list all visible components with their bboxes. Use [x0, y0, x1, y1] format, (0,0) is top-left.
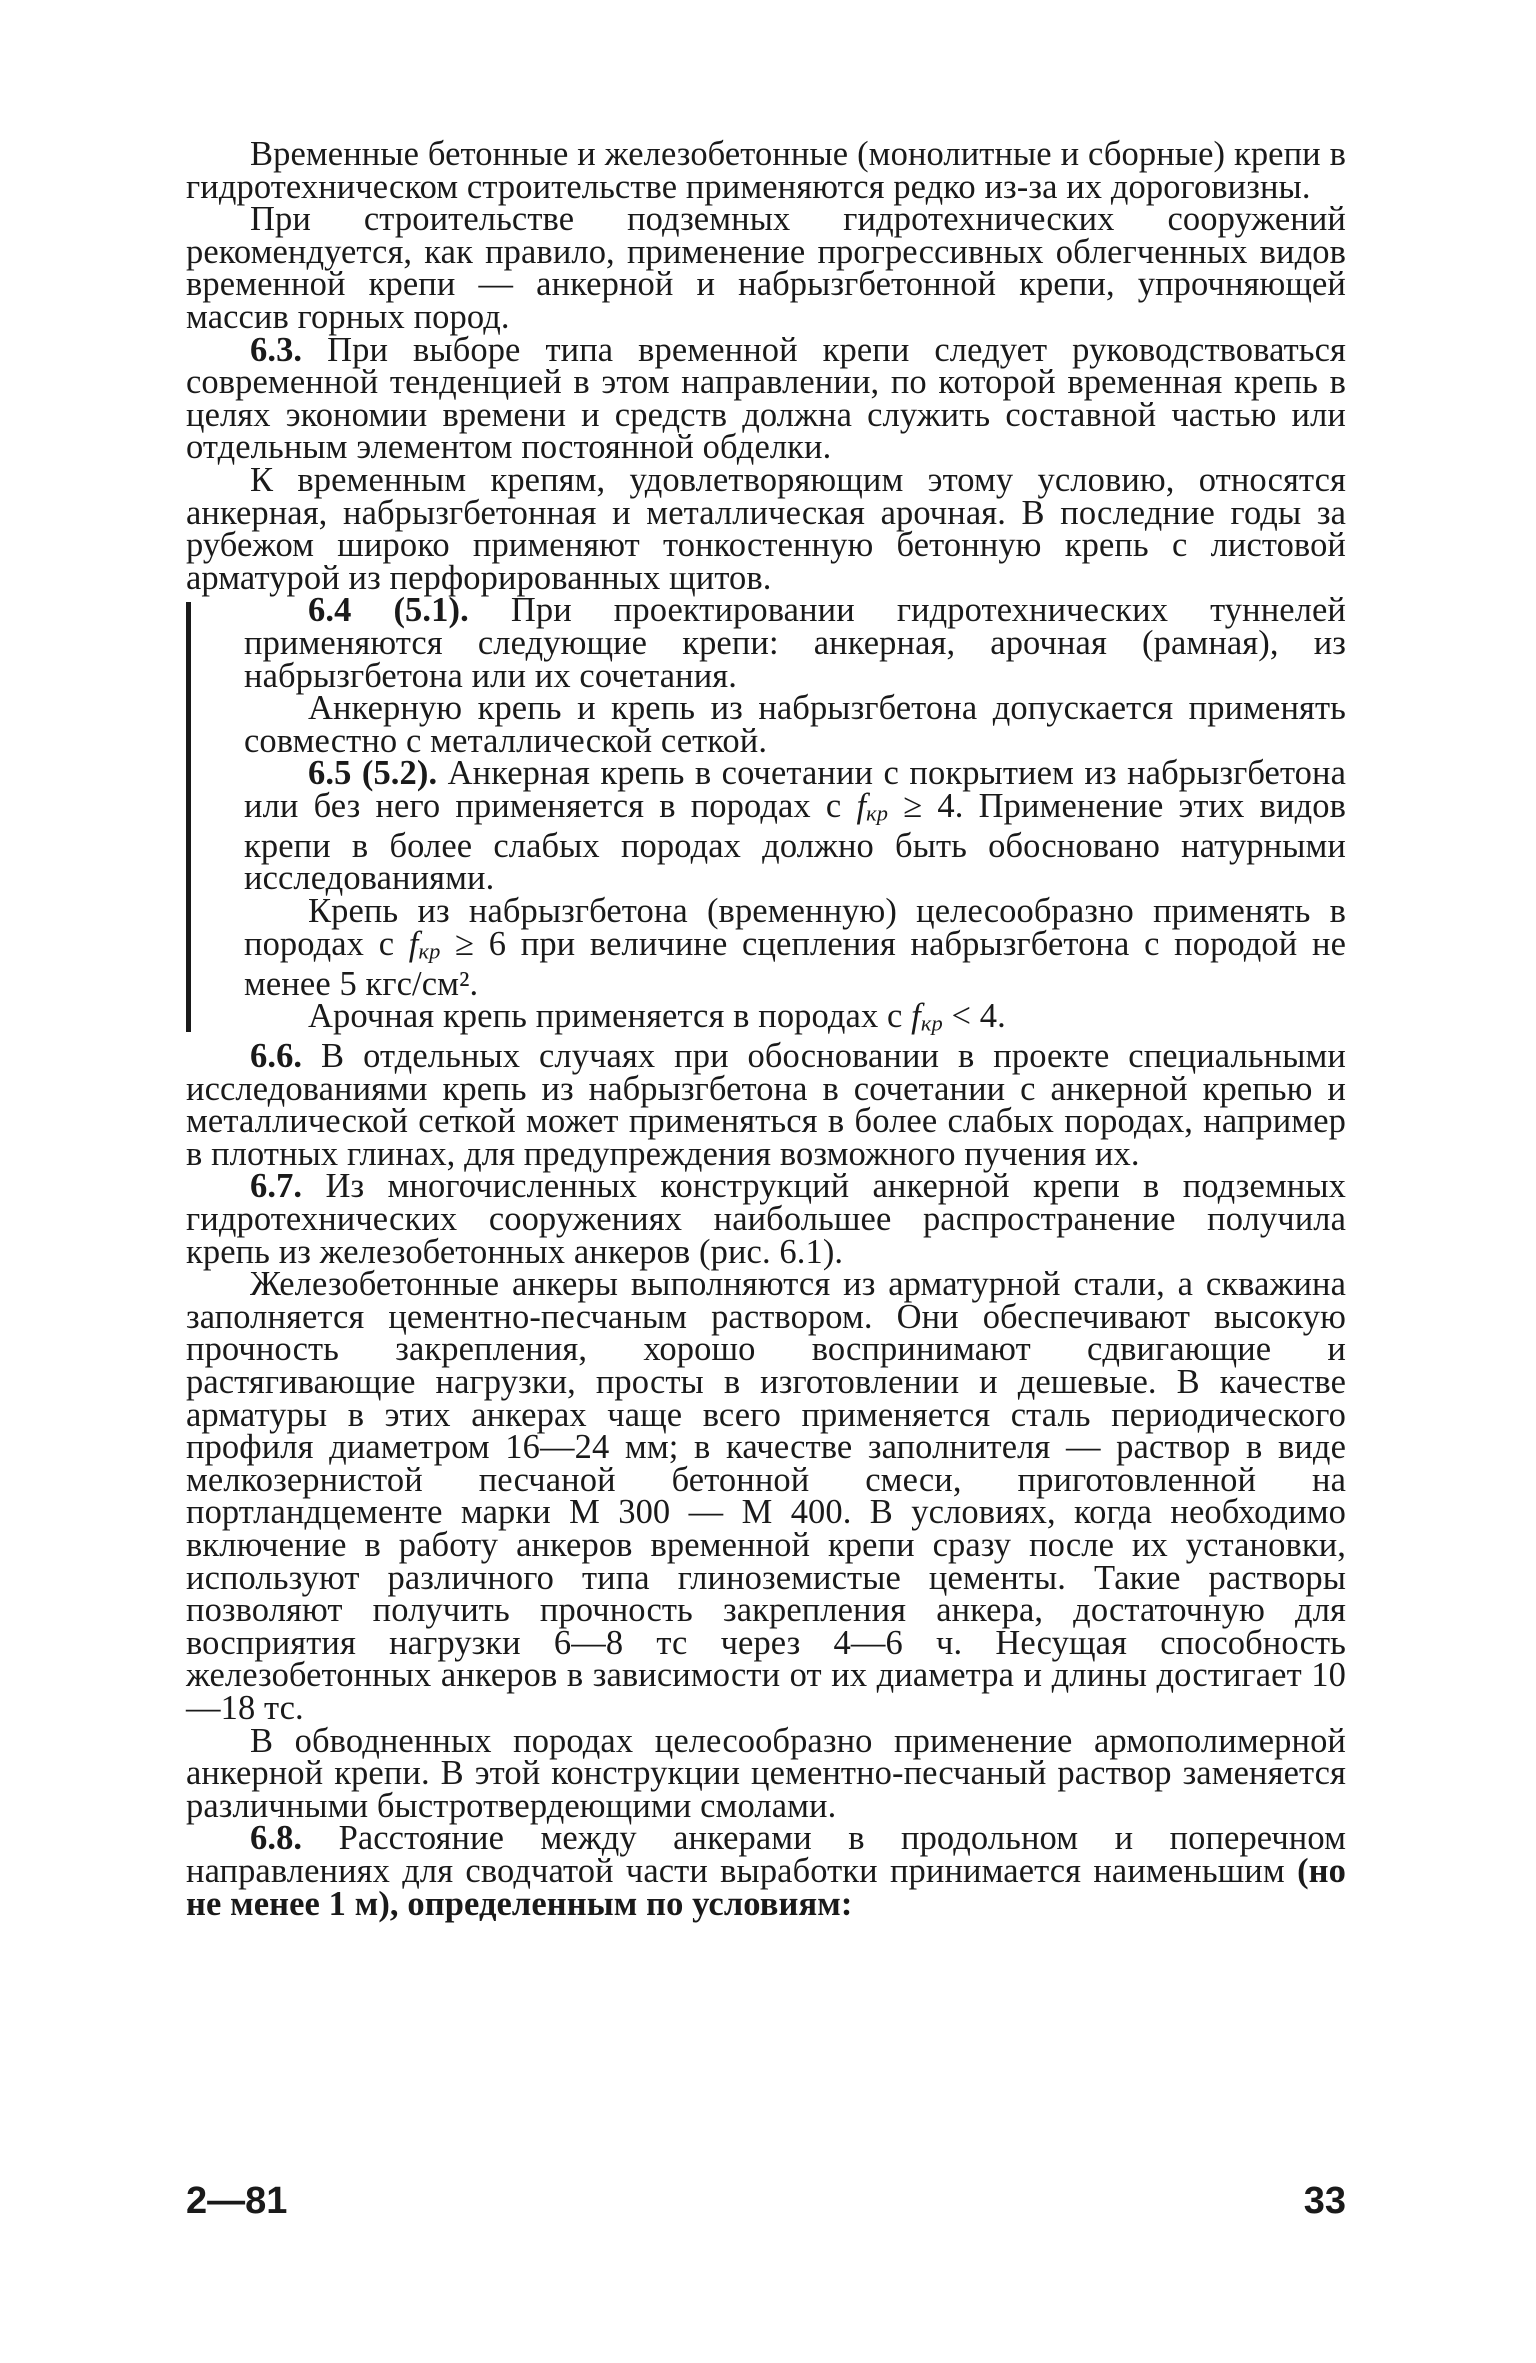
paragraph-6-8: 6.8. Расстояние между анкерами в продольном и поперечном направлениях для сводчатой части выработки принимается наименьшим (но не менее 1 м), определенным по условиям: — [186, 1819, 1346, 1923]
page-footer — [186, 2180, 1346, 2224]
strength-coefficient-subscript: кр — [418, 937, 441, 963]
printer-signature: 2—81 — [186, 2180, 288, 2222]
strength-coefficient-subscript: кр — [866, 800, 889, 826]
document-body — [186, 135, 1346, 1923]
paragraph-polymer-anchors: В обводненных породах целесообразно применение армополимерной анкерной крепи. В этой конструкции цементно-песчаный раствор заменяется различными быстротвердеющими смолами. — [186, 1721, 1346, 1825]
paragraph-temporary-supports-types: К временным крепям, удовлетворяющим этому условию, относятся анкерная, набрызгбетонная и металлическая арочная. В последние годы за рубежом широко применяют тонкостенную бетонную крепь с листовой арматурой из перфорированных щитов. — [186, 460, 1346, 597]
clause-number: 6.4 (5.1). — [308, 591, 469, 630]
clause-text: При выборе типа временной крепи следует руководствоваться современной тенденцией в этом направлении, по которой временная крепь в целях экономии времени и средств должна служить составной частью или отдельным элементом постоянной обделки. — [186, 330, 1346, 467]
paragraph-6-5: 6.5 (5.2). Анкерная крепь в сочетании с покрытием из набрызгбетона или без него применяется в породах с fкр ≥ 4. Применение этих видов крепи в более слабых породах должно быть обосновано натурными исследованиями. — [244, 754, 1346, 898]
paragraph-6-3 — [186, 330, 1346, 467]
revision-change-bar — [186, 602, 191, 1032]
paragraph-6-7: 6.7. Из многочисленных конструкций анкерной крепи в подземных гидротехнических сооружениях наибольшее распространение получила крепь из железобетонных анкеров (рис. 6.1). — [186, 1167, 1346, 1271]
paragraph-6-4 — [244, 591, 1346, 695]
revised-clauses-block — [186, 591, 1346, 1040]
strength-coefficient: f — [856, 786, 867, 825]
clause-number: 6.6. — [250, 1037, 303, 1076]
paragraph-reinforced-anchors: Железобетонные анкеры выполняются из арматурной стали, а скважина заполняется цементно-песчаным раствором. Они обеспечивают высокую прочность закрепления, хорошо воспринимают сдвигающие и растягивающие нагрузки, просты в изготовлении и дешевые. В качестве арматуры в этих анкерах чаще всего применяется сталь периодического профиля диаметром 16—24 мм; в качестве заполнителя — раствор в виде мелкозернистой песчаной бетонной смеси, приготовленной на портландцементе марки М 300 — М 400. В условиях, когда необходимо включение в работу анкеров временной крепи сразу после их установки, используют различного типа глиноземистые цементы. Такие растворы позволяют получить прочность закрепления анкера, достаточную для восприятия нагрузки 6—8 тс через 4—6 ч. Несущая способность железобетонных анкеров в зависимости от их диаметра и длины достигает 10—18 тс. — [186, 1265, 1346, 1727]
strength-coefficient-subscript: кр — [920, 1010, 943, 1036]
strength-coefficient: f — [911, 997, 921, 1036]
clause-text: При проектировании гидротехнических туннелей применяются следующие крепи: анкерная, арочная (рамная), из набрызгбетона или их сочетания. — [244, 591, 1346, 695]
clause-number: 6.3. — [250, 330, 303, 369]
paragraph-recommended-supports: При строительстве подземных гидротехнических сооружений рекомендуется, как правило, применение прогрессивных облегченных видов временной крепи — анкерной и набрызгбетонной крепи, упрочняющей массив горных пород. — [186, 200, 1346, 336]
paragraph-arch-support: Арочная крепь применяется в породах с fкр < 4. — [308, 997, 1006, 1036]
emphasized-text: (но не менее 1 м), определенным по условиям: — [186, 1851, 1346, 1923]
paragraph-temporary-concrete-supports: Временные бетонные и железобетонные (монолитные и сборные) крепи в гидротехническом строительстве применяются редко из-за их дороговизны. — [186, 135, 1346, 206]
paragraph-shotcrete-conditions: Крепь из набрызгбетона (временную) целесообразно применять в породах с fкр ≥ 6 при величине сцепления набрызгбетона с породой не менее 5 кгс/см². — [244, 892, 1346, 1003]
clause-number: 6.8. — [250, 1819, 303, 1858]
clause-number: 6.5 (5.2). — [308, 754, 438, 793]
paragraph-anchor-mesh: Анкерную крепь и крепь из набрызгбетона допускается применять совместно с металлической сеткой. — [244, 689, 1346, 760]
page-number: 33 — [1303, 2180, 1346, 2222]
paragraph-6-6: 6.6. В отдельных случаях при обосновании в проекте специальными исследованиями крепь из набрызгбетона в сочетании с анкерной крепью и металлической сеткой может применяться в более слабых породах, например в плотных глинах, для предупреждения возможного пучения их. — [186, 1037, 1346, 1173]
strength-coefficient: f — [408, 924, 419, 963]
clause-number: 6.7. — [250, 1167, 303, 1206]
